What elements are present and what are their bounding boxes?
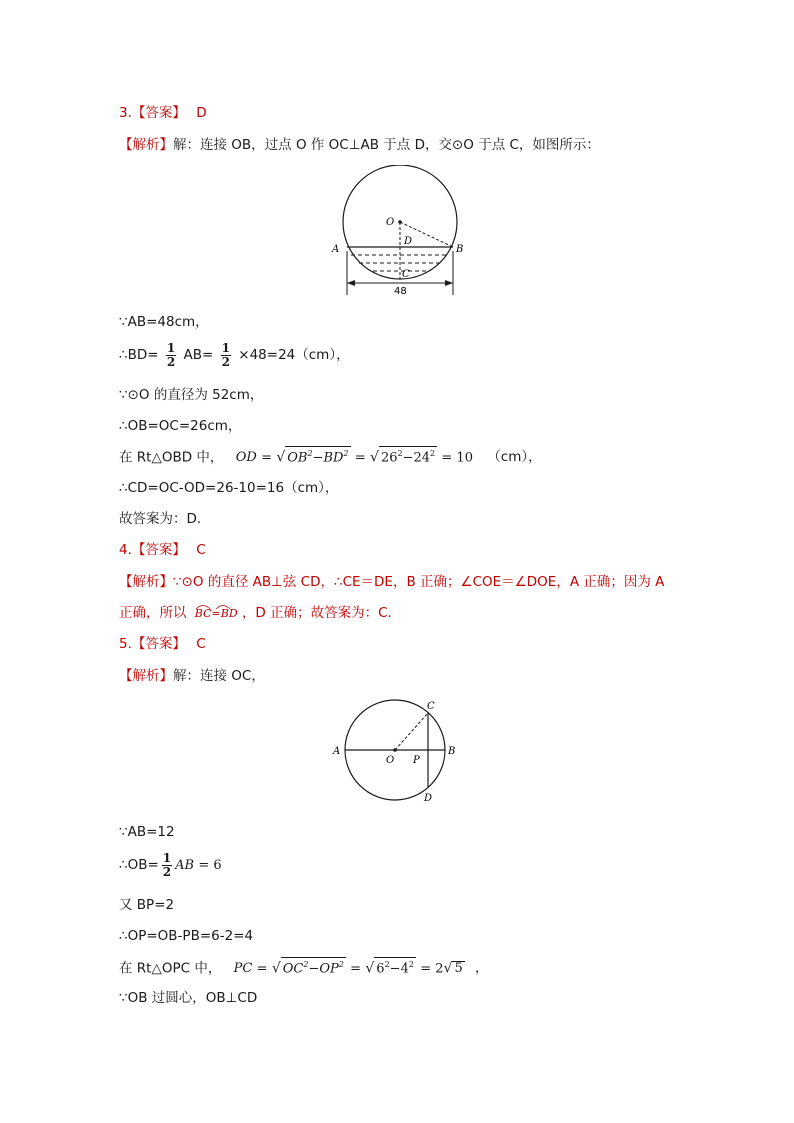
q4-answer-head: 4.【答案】 — [119, 542, 186, 558]
q3-frac-1-num: 1 — [166, 340, 176, 355]
q3-step-1: ∵AB=48cm， — [119, 314, 209, 330]
q3-step-2-b: AB= — [183, 347, 214, 363]
q5-pc: PC — [233, 961, 253, 977]
q3-sup-4: 2 — [430, 449, 436, 458]
q3-sup-2: 2 — [343, 449, 349, 458]
radical-icon: √ — [271, 960, 281, 977]
q5-frac — [162, 852, 172, 879]
q3-frac-2-num: 1 — [221, 340, 230, 355]
q3-step-3: ∵⊙O 的直径为 52cm， — [119, 387, 264, 403]
q3-analysis-text: 解：连接 OB，过点 O 作 OC⊥AB 于点 D，交⊙O 于点 C，如图所示： — [173, 137, 600, 153]
q5-figure — [325, 695, 465, 805]
q5-step-3: 又 BP=2 — [119, 897, 175, 913]
q3-eq-1: = — [261, 450, 273, 466]
q5-comma: ， — [475, 960, 489, 977]
q5-answer-value: C — [196, 636, 206, 652]
q3-step-2-c: ×48=24（cm）， — [238, 347, 350, 363]
q3-arrow-right-icon — [445, 280, 453, 286]
q5-ob-result: = 6 — [198, 858, 222, 873]
q4-arc-bc: BC — [194, 607, 212, 620]
q5-analysis-text: 解：连接 OC， — [173, 668, 265, 684]
q3-step-2-a: ∴BD= — [119, 347, 159, 363]
q5-frac-den: 2 — [162, 864, 172, 879]
q5-label-c: C — [427, 701, 435, 712]
q5-sup-2: 2 — [338, 960, 344, 969]
q5-step-5 — [119, 957, 489, 979]
q5-analysis-line — [119, 666, 265, 686]
q5-step-5-a: 在 Rt△OPC 中， — [119, 960, 222, 977]
q3-frac-1 — [166, 342, 176, 369]
q3-sqrt-2 — [379, 446, 437, 465]
q3-label-c: C — [402, 269, 410, 280]
q3-od: OD — [235, 450, 257, 466]
q5-analysis-tag: 【解析】 — [119, 668, 173, 684]
q3-answer-head: 3.【答案】 — [119, 105, 186, 121]
q5-sqrt-2-b: −4 — [389, 961, 409, 977]
q5-eq-2: = — [350, 961, 362, 977]
q3-sup-3: 2 — [397, 449, 403, 458]
q3-center-dot — [398, 220, 402, 224]
q5-answer-head: 5.【答案】 — [119, 636, 186, 652]
q3-unit: （cm）， — [487, 449, 542, 466]
q3-eq-2: = — [354, 450, 366, 466]
q5-sqrt-1-b: −OP — [308, 961, 339, 977]
q3-step-4: ∴OB=OC=26cm， — [119, 418, 242, 434]
q3-result: = 10 — [441, 450, 473, 466]
q3-analysis-line — [119, 135, 600, 155]
q5-ab: AB — [175, 858, 195, 873]
q3-frac-1-den: 2 — [166, 354, 176, 369]
q3-sqrt-1 — [285, 446, 350, 465]
q3-label-b: B — [456, 244, 464, 255]
q4-analysis-tag: 【解析】 — [119, 574, 173, 590]
q5-sup-3: 2 — [384, 960, 390, 969]
q5-sup-1: 2 — [303, 960, 309, 969]
q3-step-7: 故答案为：D. — [119, 511, 202, 527]
q5-step-2 — [119, 848, 222, 883]
q4-analysis-line — [119, 572, 664, 592]
q5-step-4: ∴OP=OB-PB=6-2=4 — [119, 928, 254, 944]
q5-result: = 2 — [420, 961, 444, 977]
arc-icon — [195, 602, 231, 610]
q3-answer-line — [119, 103, 207, 123]
q3-arrow-left-icon — [347, 280, 355, 286]
q3-sqrt-2-b: −24 — [402, 450, 431, 466]
q3-sup-1: 2 — [307, 449, 313, 458]
q3-answer-value: D — [196, 105, 207, 121]
q5-line-oc — [395, 713, 428, 750]
q5-label-o: O — [386, 755, 395, 766]
q3-figure — [325, 165, 475, 300]
q5-label-a: A — [333, 746, 341, 757]
q4-answer-line — [119, 540, 206, 560]
q5-label-b: B — [448, 746, 456, 757]
q5-sqrt-1-a: OC — [282, 961, 304, 977]
q3-sqrt-2-a: 26 — [380, 450, 398, 466]
q4-answer-value: C — [196, 542, 206, 558]
radical-icon: √ — [370, 449, 379, 466]
q3-analysis-tag: 【解析】 — [119, 137, 173, 153]
q4-l2-b: ，D 正确；故答案为：C. — [241, 605, 392, 621]
q3-label-o: O — [386, 217, 395, 228]
q5-step-2-a: ∴OB= — [119, 857, 159, 873]
radical-icon: √ — [443, 960, 453, 977]
q4-analysis-line-2 — [119, 603, 392, 624]
q5-sqrt-2 — [374, 957, 416, 976]
q3-frac-2 — [221, 342, 231, 369]
q3-label-a: A — [332, 244, 340, 255]
q3-sqrt-1-a: OB — [287, 450, 308, 466]
q3-sqrt-1-b: −BD — [312, 450, 344, 466]
q4-analysis-l1: ∵⊙O 的直径 AB⊥弦 CD，∴CE＝DE，B 正确；∠COE＝∠DOE，A 正确；因为 A — [173, 574, 665, 590]
q5-eq-1: = — [256, 961, 268, 977]
q4-l2-a: 正确，所以 — [119, 605, 187, 621]
q4-arc-expr — [195, 604, 238, 624]
q5-frac-num: 1 — [162, 850, 172, 865]
q3-step-5-a: 在 Rt△OBD 中， — [119, 449, 224, 466]
q3-label-d: D — [404, 236, 413, 247]
q5-sup-4: 2 — [408, 960, 414, 969]
q5-sqrt-1 — [281, 957, 346, 976]
q5-answer-line — [119, 634, 206, 654]
q3-step-6: ∴CD=OC-OD=26-10=16（cm）， — [119, 480, 339, 496]
radical-icon: √ — [365, 960, 375, 977]
q4-arc-bd: BD — [220, 607, 238, 620]
q5-step-1: ∵AB=12 — [119, 824, 175, 840]
q3-step-5 — [119, 446, 542, 468]
q3-dim-label: 48 — [394, 286, 407, 297]
q5-sqrt-3: 5 — [454, 961, 463, 977]
radical-icon: √ — [276, 449, 286, 466]
q5-label-d: D — [424, 793, 433, 804]
q3-frac-2-den: 2 — [221, 354, 230, 369]
q5-step-6: ∵OB 过圆心，OB⊥CD — [119, 990, 258, 1006]
q5-label-p: P — [413, 755, 420, 766]
q4-arc-eq: = — [211, 607, 221, 620]
q5-sqrt-2-a: 6 — [376, 961, 385, 977]
q5-center-dot — [393, 748, 397, 752]
q3-step-2 — [119, 338, 350, 372]
